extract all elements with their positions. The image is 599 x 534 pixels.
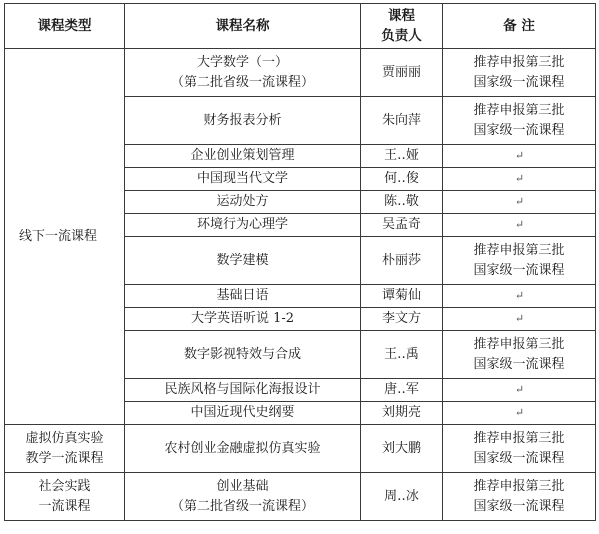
table-header-row [5, 4, 596, 49]
remark-text: 推荐申报第三批 [473, 54, 565, 70]
owner-cell [361, 425, 443, 473]
course-name-cell [125, 49, 361, 97]
owner-cell [361, 237, 443, 285]
table-body [5, 49, 596, 521]
header-remark [443, 4, 596, 49]
table-row [5, 49, 596, 97]
course-name-cell [125, 168, 361, 191]
header-text: 课程类型 [37, 18, 92, 34]
remark-cell [443, 425, 596, 473]
owner-text: 王‥禹 [384, 346, 419, 362]
course-name-cell [125, 379, 361, 402]
paragraph-mark-icon: ↵ [514, 289, 525, 302]
course-name-cell [125, 191, 361, 214]
remark-text: 国家级一流课程 [473, 122, 565, 138]
course-name-text: 企业创业策划管理 [190, 148, 295, 163]
course-name-cell [125, 425, 361, 473]
course-table [4, 3, 596, 521]
course-name-text: 大学英语听说 1-2 [190, 311, 295, 326]
course-type-text: 一流课程 [38, 498, 91, 514]
remark-text: 国家级一流课程 [473, 356, 565, 372]
table-row [5, 473, 596, 521]
course-type-cell [5, 49, 125, 425]
course-name-cell [125, 331, 361, 379]
owner-text: 陈‥敬 [384, 194, 419, 209]
course-type-text: 虚拟仿真实验 [25, 430, 104, 446]
course-name-text: 财务报表分析 [203, 112, 282, 128]
course-name-text: 数字影视特效与合成 [183, 346, 301, 362]
owner-text: 李文方 [381, 311, 421, 326]
owner-text: 王‥娅 [384, 148, 419, 163]
course-name-text: 环境行为心理学 [196, 217, 288, 232]
course-name-cell [125, 97, 361, 145]
course-name-cell [125, 237, 361, 285]
owner-cell [361, 168, 443, 191]
course-name-cell [125, 473, 361, 521]
paragraph-mark-icon: ↵ [514, 312, 525, 325]
course-name-text: （第二批省级一流课程） [170, 498, 314, 514]
remark-cell [443, 402, 596, 425]
paragraph-mark-icon: ↵ [514, 149, 525, 162]
course-name-cell [125, 402, 361, 425]
header-owner [361, 4, 443, 49]
owner-cell [361, 473, 443, 521]
course-name-cell [125, 214, 361, 237]
remark-cell [443, 97, 596, 145]
course-name-text: 大学数学（一） [196, 54, 288, 70]
course-name-text: 中国近现代史纲要 [190, 405, 295, 420]
owner-text: 朱向萍 [381, 112, 421, 128]
course-name-text: 民族风格与国际化海报设计 [164, 382, 321, 397]
owner-text: 刘大鹏 [381, 440, 421, 456]
owner-text: 谭菊仙 [381, 288, 421, 303]
course-type-text: 社会实践 [38, 478, 91, 494]
remark-cell [443, 214, 596, 237]
owner-text: 贾丽丽 [381, 64, 421, 80]
paragraph-mark-icon: ↵ [514, 195, 525, 208]
remark-text: 国家级一流课程 [473, 498, 565, 514]
course-name-text: 运动处方 [216, 194, 269, 209]
table-row [5, 425, 596, 473]
owner-text: 刘期亮 [381, 405, 421, 420]
course-name-cell [125, 145, 361, 168]
header-course-type [5, 4, 125, 49]
course-name-text: 中国现当代文学 [196, 171, 288, 186]
paragraph-mark-icon: ↵ [514, 218, 525, 231]
remark-cell [443, 331, 596, 379]
remark-text: 推荐申报第三批 [473, 102, 565, 118]
owner-text: 朴丽莎 [381, 252, 421, 268]
remark-text: 国家级一流课程 [473, 450, 565, 466]
owner-cell [361, 331, 443, 379]
header-text: 负责人 [381, 28, 422, 44]
course-name-text: 农村创业金融虚拟仿真实验 [164, 440, 321, 456]
course-type-cell [5, 425, 125, 473]
remark-cell [443, 145, 596, 168]
owner-cell [361, 97, 443, 145]
header-text: 课程 [388, 8, 415, 24]
course-type-cell [5, 473, 125, 521]
remark-text: 国家级一流课程 [473, 262, 565, 278]
owner-cell [361, 379, 443, 402]
course-name-cell [125, 308, 361, 331]
remark-cell [443, 49, 596, 97]
remark-text: 推荐申报第三批 [473, 242, 565, 258]
owner-cell [361, 145, 443, 168]
owner-text: 唐‥军 [384, 382, 419, 397]
remark-text: 推荐申报第三批 [473, 478, 565, 494]
course-name-text: （第二批省级一流课程） [170, 74, 314, 90]
remark-cell [443, 473, 596, 521]
course-name-cell [125, 285, 361, 308]
remark-cell [443, 308, 596, 331]
owner-cell [361, 214, 443, 237]
course-name-text: 创业基础 [216, 478, 269, 494]
remark-text: 推荐申报第三批 [473, 430, 565, 446]
owner-cell [361, 308, 443, 331]
owner-text: 周‥冰 [384, 488, 419, 504]
course-type-text: 教学一流课程 [25, 450, 104, 466]
owner-text: 何‥俊 [384, 171, 419, 186]
course-name-text: 数学建模 [216, 252, 269, 268]
paragraph-mark-icon: ↵ [514, 406, 525, 419]
remark-cell [443, 285, 596, 308]
owner-cell [361, 191, 443, 214]
remark-cell [443, 237, 596, 285]
owner-cell [361, 49, 443, 97]
header-text: 备 注 [503, 18, 535, 34]
remark-text: 推荐申报第三批 [473, 336, 565, 352]
owner-text: 吴孟奇 [381, 217, 421, 232]
paragraph-mark-icon: ↵ [514, 172, 525, 185]
paragraph-mark-icon: ↵ [514, 383, 525, 396]
owner-cell [361, 285, 443, 308]
course-type-text: 线下一流课程 [19, 228, 98, 244]
remark-cell [443, 379, 596, 402]
remark-cell [443, 191, 596, 214]
owner-cell [361, 402, 443, 425]
remark-text: 国家级一流课程 [473, 74, 565, 90]
course-name-text: 基础日语 [216, 288, 269, 303]
header-text: 课程名称 [215, 18, 270, 34]
header-course-name [125, 4, 361, 49]
remark-cell [443, 168, 596, 191]
